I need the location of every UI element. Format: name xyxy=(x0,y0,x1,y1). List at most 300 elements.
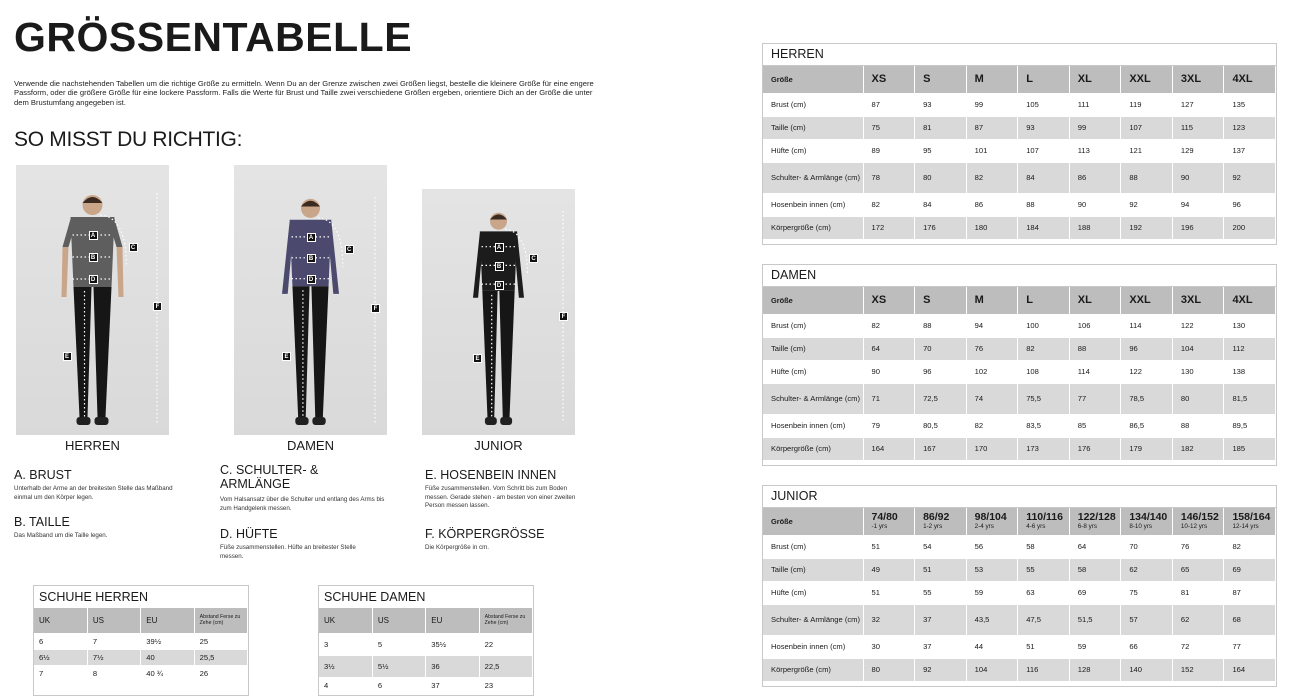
table-cell: 49 xyxy=(863,558,915,581)
marker-d: D xyxy=(495,281,504,290)
figure-illustration xyxy=(234,165,387,435)
table-row xyxy=(763,414,1276,437)
table-cell: 135 xyxy=(1224,93,1276,116)
table-cell: 70 xyxy=(1121,535,1173,558)
table-cell: 54 xyxy=(915,535,967,558)
table-cell: 3½ xyxy=(319,655,372,677)
row-label: Brust (cm) xyxy=(763,93,863,116)
shoe-header-cell: EU xyxy=(426,608,479,633)
table-cell: 82 xyxy=(863,193,915,216)
marker-a: A xyxy=(307,233,316,242)
table-cell: 8 xyxy=(87,665,140,681)
photo-herren xyxy=(16,165,169,435)
table-cell: 130 xyxy=(1224,314,1276,337)
table-cell: 101 xyxy=(966,139,1018,162)
measure-e-text: Füße zusammenstellen. Vom Schritt bis zum Boden messen. Gerade stehen - am besten von einer zweiten Person messen lassen. xyxy=(425,485,576,509)
table-cell: 164 xyxy=(863,437,915,460)
header-cell-size: 3XL xyxy=(1172,287,1224,314)
table-cell: 76 xyxy=(1172,535,1224,558)
shoe-header-cell: EU xyxy=(141,608,194,633)
figure-leg xyxy=(94,287,112,417)
table-cell: 51 xyxy=(863,535,915,558)
marker-e: E xyxy=(282,352,291,361)
table-cell: 84 xyxy=(1018,162,1070,193)
header-cell-size xyxy=(1224,508,1276,535)
size-table-caption: DAMEN xyxy=(763,265,1276,287)
header-cell-size: S xyxy=(915,287,967,314)
row-label: Schulter- & Armlänge (cm) xyxy=(763,383,863,414)
table-cell: 37 xyxy=(915,635,967,658)
table-cell: 196 xyxy=(1172,216,1224,239)
table-cell: 107 xyxy=(1121,116,1173,139)
table-cell: 81,5 xyxy=(1224,383,1276,414)
header-size-range: 86/92 xyxy=(923,511,950,524)
table-cell: 82 xyxy=(1224,535,1276,558)
table-cell: 35½ xyxy=(426,633,479,655)
table-cell: 83,5 xyxy=(1018,414,1070,437)
table-cell: 56 xyxy=(966,535,1018,558)
size-table-header xyxy=(763,66,1276,93)
measure-a-title: A. BRUST xyxy=(14,468,72,482)
marker-f: F xyxy=(371,304,380,313)
table-cell: 55 xyxy=(915,581,967,604)
table-row xyxy=(763,337,1276,360)
table-row xyxy=(763,535,1276,558)
marker-b: B xyxy=(89,253,98,262)
table-row xyxy=(763,604,1276,635)
shoe-header-cell: UK xyxy=(319,608,372,633)
header-size-range: 158/164 xyxy=(1232,511,1271,524)
marker-b: B xyxy=(495,262,504,271)
header-cell-groesse: Größe xyxy=(763,66,863,93)
table-cell: 170 xyxy=(966,437,1018,460)
table-cell: 104 xyxy=(966,658,1018,681)
table-cell: 39½ xyxy=(141,633,194,649)
header-age-range: 2-4 yrs xyxy=(974,523,994,531)
header-cell-size: XXL xyxy=(1121,287,1173,314)
header-age-range: 1-2 yrs xyxy=(923,523,943,531)
table-row xyxy=(763,360,1276,383)
table-cell: 75,5 xyxy=(1018,383,1070,414)
marker-a: A xyxy=(495,243,504,252)
figure-shoe xyxy=(77,417,91,425)
table-cell: 77 xyxy=(1069,383,1121,414)
table-cell: 92 xyxy=(1224,162,1276,193)
table-cell: 25 xyxy=(194,633,247,649)
table-cell: 122 xyxy=(1172,314,1224,337)
figure-illustration xyxy=(16,165,169,435)
page-title: GRÖSSENTABELLE xyxy=(14,14,413,60)
table-cell: 176 xyxy=(1069,437,1121,460)
table-cell: 78,5 xyxy=(1121,383,1173,414)
table-cell: 51 xyxy=(915,558,967,581)
table-cell: 51 xyxy=(1018,635,1070,658)
table-cell: 74 xyxy=(966,383,1018,414)
table-row xyxy=(763,216,1276,239)
marker-d: D xyxy=(89,275,98,284)
table-cell: 123 xyxy=(1224,116,1276,139)
row-label: Hüfte (cm) xyxy=(763,139,863,162)
size-table-herren xyxy=(762,43,1277,245)
shoe-table-header xyxy=(34,608,248,633)
measure-f-text: Die Körpergröße in cm. xyxy=(425,544,489,551)
measure-d-title: D. HÜFTE xyxy=(220,527,278,541)
figure-shoe xyxy=(500,417,512,425)
shoe-table-damen xyxy=(318,585,534,696)
header-cell-size xyxy=(1018,508,1070,535)
table-cell: 62 xyxy=(1172,604,1224,635)
table-cell: 87 xyxy=(863,93,915,116)
header-cell-size: XL xyxy=(1069,66,1121,93)
row-label: Schulter- & Armlänge (cm) xyxy=(763,604,863,635)
table-cell: 71 xyxy=(863,383,915,414)
header-cell-size: L xyxy=(1018,287,1070,314)
table-row xyxy=(763,139,1276,162)
table-cell: 75 xyxy=(1121,581,1173,604)
table-cell: 6½ xyxy=(34,649,87,665)
row-label: Hüfte (cm) xyxy=(763,360,863,383)
header-cell-groesse: Größe xyxy=(763,287,863,314)
table-cell: 102 xyxy=(966,360,1018,383)
header-cell-groesse: Größe xyxy=(763,508,863,535)
table-cell: 6 xyxy=(34,633,87,649)
table-cell: 88 xyxy=(1018,193,1070,216)
table-cell: 40 xyxy=(141,649,194,665)
table-cell: 90 xyxy=(1172,162,1224,193)
table-cell: 128 xyxy=(1069,658,1121,681)
photo-label-herren: HERREN xyxy=(65,438,120,453)
table-row xyxy=(763,162,1276,193)
table-cell: 80 xyxy=(863,658,915,681)
header-cell-size: 4XL xyxy=(1224,287,1276,314)
table-cell: 86,5 xyxy=(1121,414,1173,437)
header-size-range: 98/104 xyxy=(974,511,1007,524)
table-cell: 51,5 xyxy=(1069,604,1121,635)
table-cell: 77 xyxy=(1224,635,1276,658)
table-cell: 93 xyxy=(1018,116,1070,139)
header-cell-size: 4XL xyxy=(1224,66,1276,93)
table-cell: 108 xyxy=(1018,360,1070,383)
header-cell-size xyxy=(915,508,967,535)
table-cell: 87 xyxy=(966,116,1018,139)
table-cell: 88 xyxy=(1121,162,1173,193)
marker-e: E xyxy=(63,352,72,361)
header-cell-size: XS xyxy=(863,287,915,314)
table-cell: 104 xyxy=(1172,337,1224,360)
table-cell: 88 xyxy=(1172,414,1224,437)
table-row xyxy=(763,437,1276,460)
measure-a-text: Unterhalb der Arme an der breitesten Stelle das Maßband einmal um den Körper legen. xyxy=(14,485,173,501)
size-table-caption: JUNIOR xyxy=(763,486,1276,508)
header-cell-size: M xyxy=(966,66,1018,93)
measure-b-title: B. TAILLE xyxy=(14,515,70,529)
figure-illustration xyxy=(422,189,575,435)
table-cell: 47,5 xyxy=(1018,604,1070,635)
table-cell: 58 xyxy=(1018,535,1070,558)
table-cell: 87 xyxy=(1224,581,1276,604)
table-cell: 114 xyxy=(1121,314,1173,337)
row-label: Schulter- & Armlänge (cm) xyxy=(763,162,863,193)
table-cell: 184 xyxy=(1018,216,1070,239)
table-cell: 90 xyxy=(1069,193,1121,216)
table-cell: 59 xyxy=(1069,635,1121,658)
intro-text: Verwende die nachstehenden Tabellen um die richtige Größe zu ermitteln. Wenn Du an der Grenze zwischen zwei Größen liegst, bestelle die kleinere Größe für eine engere Passform, oder die größere Größe für eine lockere Passform. Falls die Werte für Brust und Taille zwei verschiedene Größen ergeben, orientiere Dich an der Größe die unter dem Brustumfang angegeben ist. xyxy=(14,79,594,107)
table-cell: 140 xyxy=(1121,658,1173,681)
figure-leg xyxy=(292,286,309,417)
marker-f: F xyxy=(153,302,162,311)
table-cell: 84 xyxy=(915,193,967,216)
table-row xyxy=(319,633,533,655)
table-row xyxy=(34,665,248,681)
table-cell: 192 xyxy=(1121,216,1173,239)
row-label: Körpergröße (cm) xyxy=(763,437,863,460)
table-cell: 137 xyxy=(1224,139,1276,162)
table-cell: 25,5 xyxy=(194,649,247,665)
table-cell: 100 xyxy=(1018,314,1070,337)
header-cell-size xyxy=(1069,508,1121,535)
table-cell: 69 xyxy=(1069,581,1121,604)
measure-c-title: C. SCHULTER- & ARMLÄNGE xyxy=(220,463,319,491)
header-size-range: 110/116 xyxy=(1026,511,1063,524)
header-cell-size xyxy=(966,508,1018,535)
table-cell: 119 xyxy=(1121,93,1173,116)
table-cell: 85 xyxy=(1069,414,1121,437)
header-cell-size: S xyxy=(915,66,967,93)
shoe-header-cell: US xyxy=(87,608,140,633)
header-cell-size: XXL xyxy=(1121,66,1173,93)
header-age-range: -1 yrs xyxy=(871,523,888,531)
row-label: Hüfte (cm) xyxy=(763,581,863,604)
table-cell: 180 xyxy=(966,216,1018,239)
measure-e-title: E. HOSENBEIN INNEN xyxy=(425,468,557,482)
photo-damen xyxy=(234,165,387,435)
shoe-header-cell: US xyxy=(372,608,425,633)
table-cell: 89,5 xyxy=(1224,414,1276,437)
table-cell: 37 xyxy=(426,677,479,693)
row-label: Hosenbein innen (cm) xyxy=(763,193,863,216)
figure-leg xyxy=(74,287,92,417)
marker-e: E xyxy=(473,354,482,363)
photo-junior xyxy=(422,189,575,435)
table-cell: 66 xyxy=(1121,635,1173,658)
table-cell: 81 xyxy=(1172,581,1224,604)
table-cell: 89 xyxy=(863,139,915,162)
table-cell: 96 xyxy=(1224,193,1276,216)
table-cell: 88 xyxy=(1069,337,1121,360)
header-age-range: 6-8 yrs xyxy=(1077,523,1097,531)
row-label: Taille (cm) xyxy=(763,337,863,360)
table-cell: 64 xyxy=(1069,535,1121,558)
table-cell: 68 xyxy=(1224,604,1276,635)
table-cell: 43,5 xyxy=(966,604,1018,635)
table-cell: 82 xyxy=(966,414,1018,437)
figure-shoe xyxy=(295,417,308,425)
table-row xyxy=(763,635,1276,658)
photo-label-damen: DAMEN xyxy=(287,438,334,453)
size-table-header xyxy=(763,287,1276,314)
header-size-range: 146/152 xyxy=(1180,511,1219,524)
table-cell: 51 xyxy=(863,581,915,604)
table-cell: 173 xyxy=(1018,437,1070,460)
marker-f: F xyxy=(559,312,568,321)
table-cell: 172 xyxy=(863,216,915,239)
header-size-range: 74/80 xyxy=(871,511,898,524)
table-cell: 188 xyxy=(1069,216,1121,239)
table-cell: 5½ xyxy=(372,655,425,677)
table-row xyxy=(763,658,1276,681)
table-cell: 179 xyxy=(1121,437,1173,460)
row-label: Brust (cm) xyxy=(763,535,863,558)
table-cell: 90 xyxy=(863,360,915,383)
table-cell: 57 xyxy=(1121,604,1173,635)
row-label: Körpergröße (cm) xyxy=(763,216,863,239)
table-cell: 36 xyxy=(426,655,479,677)
size-table-damen xyxy=(762,264,1277,466)
table-cell: 200 xyxy=(1224,216,1276,239)
table-cell: 3 xyxy=(319,633,372,655)
measure-c-text: Vom Halsansatz über die Schulter und entlang des Arms bis zum Handgelenk messen. xyxy=(220,496,385,512)
table-cell: 80 xyxy=(1172,383,1224,414)
table-cell: 94 xyxy=(966,314,1018,337)
table-row xyxy=(763,314,1276,337)
table-cell: 176 xyxy=(915,216,967,239)
table-cell: 111 xyxy=(1069,93,1121,116)
table-cell: 70 xyxy=(915,337,967,360)
table-row xyxy=(763,193,1276,216)
table-cell: 64 xyxy=(863,337,915,360)
table-cell: 152 xyxy=(1172,658,1224,681)
photo-label-junior: JUNIOR xyxy=(474,438,523,453)
table-cell: 69 xyxy=(1224,558,1276,581)
table-row xyxy=(763,558,1276,581)
table-cell: 72 xyxy=(1172,635,1224,658)
table-cell: 80 xyxy=(915,162,967,193)
header-size-range: 134/140 xyxy=(1129,511,1168,524)
table-cell: 116 xyxy=(1018,658,1070,681)
measure-f-title: F. KÖRPERGRÖSSE xyxy=(425,527,545,541)
row-label: Brust (cm) xyxy=(763,314,863,337)
table-cell: 76 xyxy=(966,337,1018,360)
header-cell-size: L xyxy=(1018,66,1070,93)
table-cell: 22 xyxy=(479,633,532,655)
shoe-table-header xyxy=(319,608,533,633)
table-cell: 22,5 xyxy=(479,655,532,677)
table-cell: 75 xyxy=(863,116,915,139)
table-cell: 82 xyxy=(863,314,915,337)
table-cell: 55 xyxy=(1018,558,1070,581)
figure-shoe xyxy=(485,417,497,425)
table-row xyxy=(763,581,1276,604)
figure-shoe xyxy=(312,417,325,425)
row-label: Hosenbein innen (cm) xyxy=(763,414,863,437)
table-cell: 80,5 xyxy=(915,414,967,437)
table-cell: 130 xyxy=(1172,360,1224,383)
table-cell: 92 xyxy=(915,658,967,681)
table-cell: 138 xyxy=(1224,360,1276,383)
table-cell: 32 xyxy=(863,604,915,635)
table-cell: 81 xyxy=(915,116,967,139)
shoe-header-cell: Abstand Ferse zu Zehe (cm) xyxy=(479,608,532,633)
table-cell: 7½ xyxy=(87,649,140,665)
table-cell: 30 xyxy=(863,635,915,658)
table-cell: 185 xyxy=(1224,437,1276,460)
table-row xyxy=(763,116,1276,139)
table-cell: 7 xyxy=(34,665,87,681)
row-label: Taille (cm) xyxy=(763,116,863,139)
figure-leg xyxy=(499,291,514,417)
table-cell: 92 xyxy=(1121,193,1173,216)
header-cell-size: XS xyxy=(863,66,915,93)
table-cell: 5 xyxy=(372,633,425,655)
table-cell: 182 xyxy=(1172,437,1224,460)
size-table-header xyxy=(763,508,1276,535)
measure-b-text: Das Maßband um die Taille legen. xyxy=(14,532,108,539)
figure-leg xyxy=(311,286,328,417)
table-cell: 122 xyxy=(1121,360,1173,383)
table-cell: 88 xyxy=(915,314,967,337)
table-cell: 93 xyxy=(915,93,967,116)
table-cell: 105 xyxy=(1018,93,1070,116)
table-cell: 106 xyxy=(1069,314,1121,337)
shoe-table-caption: SCHUHE DAMEN xyxy=(324,590,426,604)
table-cell: 37 xyxy=(915,604,967,635)
table-row xyxy=(34,633,248,649)
table-cell: 99 xyxy=(966,93,1018,116)
header-age-range: 4-6 yrs xyxy=(1026,523,1046,531)
marker-a: A xyxy=(89,231,98,240)
figure-leg xyxy=(482,291,497,417)
header-size-range: 122/128 xyxy=(1077,511,1116,524)
table-cell: 82 xyxy=(1018,337,1070,360)
table-cell: 58 xyxy=(1069,558,1121,581)
header-cell-size: XL xyxy=(1069,287,1121,314)
table-cell: 86 xyxy=(1069,162,1121,193)
row-label: Hosenbein innen (cm) xyxy=(763,635,863,658)
table-cell: 44 xyxy=(966,635,1018,658)
table-cell: 78 xyxy=(863,162,915,193)
header-cell-size xyxy=(1121,508,1173,535)
table-cell: 62 xyxy=(1121,558,1173,581)
figure-shoe xyxy=(95,417,109,425)
measure-d-text: Füße zusammenstellen. Hüfte an breitester Stelle messen. xyxy=(220,544,356,560)
table-cell: 127 xyxy=(1172,93,1224,116)
header-cell-size xyxy=(1172,508,1224,535)
table-cell: 115 xyxy=(1172,116,1224,139)
table-cell: 95 xyxy=(915,139,967,162)
table-cell: 23 xyxy=(479,677,532,693)
table-cell: 59 xyxy=(966,581,1018,604)
shoe-table-caption: SCHUHE HERREN xyxy=(39,590,149,604)
table-row xyxy=(763,93,1276,116)
table-cell: 40 ¾ xyxy=(141,665,194,681)
figure-forearm xyxy=(117,247,124,297)
table-cell: 164 xyxy=(1224,658,1276,681)
section-heading-measure: SO MISST DU RICHTIG: xyxy=(14,128,243,151)
size-table-junior xyxy=(762,485,1277,687)
marker-c: C xyxy=(129,243,138,252)
table-cell: 114 xyxy=(1069,360,1121,383)
header-age-range: 10-12 yrs xyxy=(1180,523,1208,531)
table-cell: 82 xyxy=(966,162,1018,193)
row-label: Körpergröße (cm) xyxy=(763,658,863,681)
table-cell: 72,5 xyxy=(915,383,967,414)
table-cell: 63 xyxy=(1018,581,1070,604)
shoe-header-cell: UK xyxy=(34,608,87,633)
table-cell: 96 xyxy=(1121,337,1173,360)
table-cell: 113 xyxy=(1069,139,1121,162)
header-age-range: 12-14 yrs xyxy=(1232,523,1259,531)
table-cell: 121 xyxy=(1121,139,1173,162)
